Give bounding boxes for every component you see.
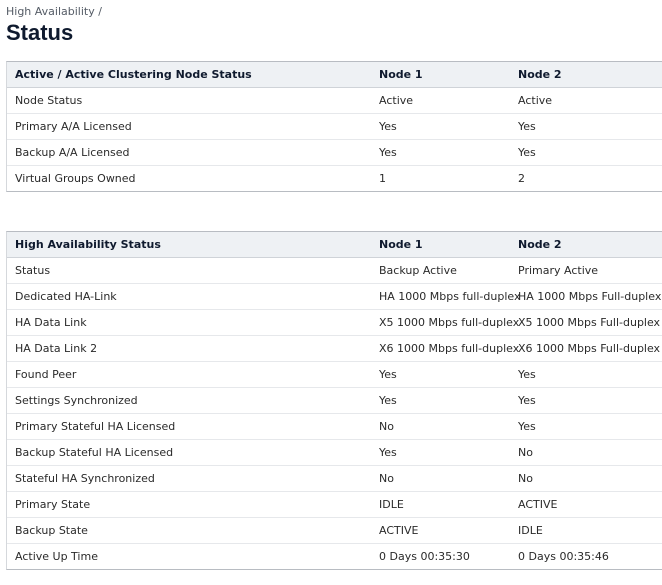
node1-value: IDLE xyxy=(371,492,510,518)
node1-value: Backup Active xyxy=(371,258,510,284)
column-header-section: High Availability Status xyxy=(7,232,371,258)
table-row xyxy=(7,440,662,466)
row-label: Node Status xyxy=(7,88,371,114)
node1-value: 0 Days 00:35:30 xyxy=(379,550,470,563)
table-row xyxy=(7,284,662,310)
row-label: Virtual Groups Owned xyxy=(15,172,136,185)
table-row xyxy=(7,166,662,192)
ha-status-table xyxy=(7,232,662,569)
node1-value: Yes xyxy=(371,362,510,388)
table-row xyxy=(7,492,662,518)
table-header-row xyxy=(7,62,662,88)
node1-value: Yes xyxy=(371,140,510,166)
node2-value: Yes xyxy=(510,114,662,140)
node2-value: Yes xyxy=(510,414,662,440)
table-row xyxy=(7,114,662,140)
table-row xyxy=(7,336,662,362)
table-row xyxy=(7,258,662,284)
table-row xyxy=(7,310,662,336)
page-title: Status xyxy=(6,20,74,45)
row-label: Primary A/A Licensed xyxy=(7,114,371,140)
column-header-node1: Node 1 xyxy=(371,232,510,258)
row-label: Status xyxy=(7,258,371,284)
node2-value: ACTIVE xyxy=(510,492,662,518)
node2-value: X5 1000 Mbps Full-duplex xyxy=(510,310,662,336)
column-header-node1: Node 1 xyxy=(371,62,510,88)
column-header-node2: Node 2 xyxy=(510,232,662,258)
table-row xyxy=(7,388,662,414)
node2-value: HA 1000 Mbps Full-duplex xyxy=(510,284,662,310)
row-label: HA Data Link 2 xyxy=(7,336,371,362)
row-label: Primary State xyxy=(7,492,371,518)
breadcrumb[interactable]: High Availability / xyxy=(6,5,102,18)
node1-value: Active xyxy=(371,88,510,114)
row-label: Backup Stateful HA Licensed xyxy=(7,440,371,466)
clustering-status-table xyxy=(7,62,662,191)
node2-value: Yes xyxy=(510,388,662,414)
node1-value: Yes xyxy=(371,440,510,466)
node2-value: Yes xyxy=(510,140,662,166)
node1-value: No xyxy=(371,466,510,492)
node2-value: No xyxy=(510,440,662,466)
node2-value: No xyxy=(510,466,662,492)
node1-value: Yes xyxy=(371,114,510,140)
node2-value: Yes xyxy=(510,362,662,388)
row-label: HA Data Link xyxy=(7,310,371,336)
table-row xyxy=(7,414,662,440)
table-row xyxy=(7,88,662,114)
table-row xyxy=(7,362,662,388)
node1-value: Yes xyxy=(371,388,510,414)
row-label: Settings Synchronized xyxy=(7,388,371,414)
table-row xyxy=(7,140,662,166)
row-label: Backup State xyxy=(7,518,371,544)
node1-value: X5 1000 Mbps full-duplex xyxy=(371,310,510,336)
node2-value: 2 xyxy=(518,172,525,185)
table-row xyxy=(7,466,662,492)
table-row xyxy=(7,518,662,544)
table-header-row xyxy=(7,232,662,258)
row-label: Backup A/A Licensed xyxy=(7,140,371,166)
node2-value: Primary Active xyxy=(510,258,662,284)
row-label: Active Up Time xyxy=(15,550,98,563)
node1-value: ACTIVE xyxy=(371,518,510,544)
row-label: Primary Stateful HA Licensed xyxy=(7,414,371,440)
node1-value: HA 1000 Mbps full-duplex xyxy=(371,284,510,310)
column-header-section: Active / Active Clustering Node Status xyxy=(7,62,371,88)
node1-value: X6 1000 Mbps full-duplex xyxy=(371,336,510,362)
column-header-node2: Node 2 xyxy=(510,62,662,88)
node1-value: No xyxy=(371,414,510,440)
ha-status-rows xyxy=(7,258,662,570)
node2-value: Active xyxy=(510,88,662,114)
row-label: Found Peer xyxy=(7,362,371,388)
ha-status-panel xyxy=(6,231,662,570)
row-label: Stateful HA Synchronized xyxy=(7,466,371,492)
node2-value: IDLE xyxy=(510,518,662,544)
row-label: Dedicated HA-Link xyxy=(7,284,371,310)
clustering-status-panel xyxy=(6,61,662,192)
node1-value: 1 xyxy=(379,172,386,185)
node2-value: X6 1000 Mbps Full-duplex xyxy=(510,336,662,362)
table-row xyxy=(7,544,662,570)
node2-value: 0 Days 00:35:46 xyxy=(518,550,609,563)
clustering-status-rows xyxy=(7,88,662,192)
